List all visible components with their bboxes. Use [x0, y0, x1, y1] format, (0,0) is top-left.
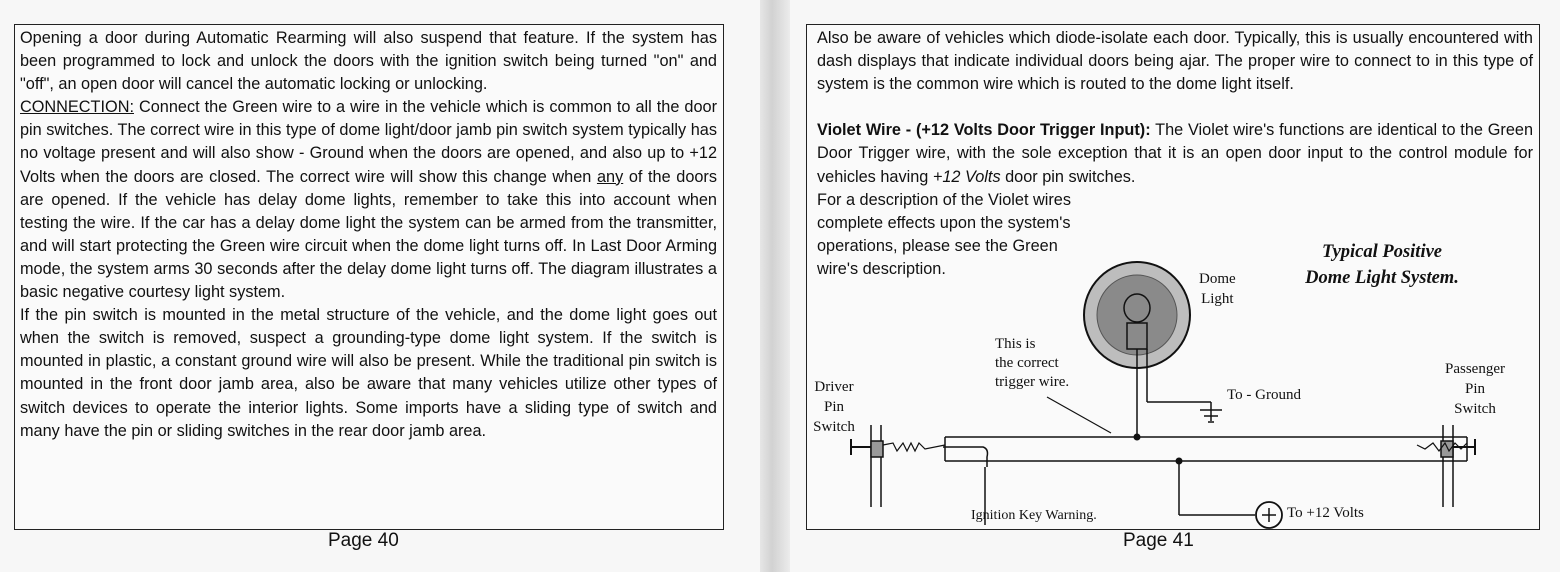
passenger-label-line3: Switch: [1454, 401, 1496, 417]
driver-label-line1: Driver: [814, 379, 854, 395]
passenger-switch-label: [1425, 359, 1525, 419]
passenger-switch-body: [1441, 441, 1453, 457]
connection-label: CONNECTION:: [20, 98, 134, 117]
connection-text-b: of the doors are opened. If the vehicle has delay dome lights, remember to take this into account when testing the wire. If the car has a delay dome light the system can be armed from the transmitter, and will start protecting the Green wire circuit when the dome light turns off. In Last Door Arming mode, the system arms 30 seconds after the delay dome light turns off. The diagram illustrates a basic negative courtesy light system.: [20, 167, 717, 302]
dome-light-label: [1199, 269, 1236, 309]
book-spine: [760, 0, 790, 572]
correct-label-line2: the correct: [995, 355, 1059, 371]
bulb-icon: [1124, 294, 1150, 322]
paragraph-automatic-rearming: Opening a door during Automatic Rearming will also suspend that feature. If the system has been programmed to lock and unlock the doors with the ignition switch being turned "on" and "off", an open door will cancel the automatic locking or unlocking.: [20, 29, 717, 94]
diagram-title-line1: Typical Positive: [1321, 242, 1443, 262]
dome-light-inner: [1097, 275, 1177, 355]
left-page: [0, 0, 760, 572]
right-page: [790, 0, 1560, 572]
dome-label-line1: Dome: [1199, 271, 1236, 287]
page-number-right: Page 41: [1123, 530, 1194, 551]
paragraph-connection: [20, 96, 717, 304]
page-number-left: Page 40: [328, 530, 399, 551]
paragraph-spacer: [817, 96, 1533, 119]
driver-label-line2: Pin: [823, 399, 844, 415]
driver-switch-label: [807, 377, 861, 437]
driver-switch-body: [871, 441, 883, 457]
violet-text-b: door pin switches.: [1000, 167, 1136, 186]
connection-text-a: Connect the Green wire to a wire in the vehicle which is common to all the door pin switches. The correct wire in this type of dome light/door jamb pin switch system typically has no voltage present and will also show - Ground when the doors are opened, and also up to +12 Volts when the doors are closed. The correct wire will show this change when: [20, 98, 717, 186]
passenger-label-line2: Pin: [1464, 381, 1485, 397]
correct-label-line3: trigger wire.: [995, 374, 1070, 390]
bulb-socket: [1127, 323, 1147, 349]
violet-heading: Violet Wire - (+12 Volts Door Trigger Input):: [817, 121, 1151, 140]
violet-description-note: For a description of the Violet wires complete effects upon the system's operations, please see the Green wire's description.: [817, 190, 1071, 278]
correct-label-line1: This is: [995, 336, 1036, 352]
dome-label-line2: Light: [1201, 291, 1234, 307]
paragraph-pin-switch: If the pin switch is mounted in the metal structure of the vehicle, and the dome light goes out when the switch is removed, suspect a grounding-type dome light system. If the switch is mounted in plastic, a constant ground wire will also be present. While the traditional pin switch is mounted in the front door jamb area, also be aware that many vehicles utilize other types of switch devices to operate the interior lights. Some imports have a sliding type of switch and many have the pin or sliding switches in the rear door jamb area.: [20, 306, 717, 440]
passenger-label-line1: Passenger: [1445, 361, 1505, 377]
dome-light-outer: [1084, 262, 1190, 368]
violet-volts: +12 Volts: [932, 167, 1001, 186]
ignition-key-warning-label: Ignition Key Warning.: [971, 508, 1097, 523]
connection-any: any: [596, 167, 624, 186]
battery-icon: [1256, 502, 1282, 528]
ground-label: To - Ground: [1227, 387, 1301, 403]
driver-label-line3: Switch: [813, 419, 855, 435]
violet-text-a: The Violet wire's functions are identical to the Green Door Trigger wire, with the sole exception that it is an open door input to the control module for vehicles having: [817, 121, 1533, 186]
correct-trigger-label: [995, 335, 1069, 392]
right-text-box: [806, 24, 1540, 530]
paragraph-diode-isolate: Also be aware of vehicles which diode-isolate each door. Typically, this is usually encountered with dash displays that indicate individual doors being ajar. The proper wire to connect to in this type of system is the common wire which is routed to the dome light itself.: [817, 29, 1533, 94]
diagram-title-line2: Dome Light System.: [1305, 268, 1459, 288]
left-text-box: [14, 24, 724, 530]
to-12-volts-label: To +12 Volts: [1287, 505, 1364, 521]
paragraph-violet-wire: [817, 119, 1533, 188]
diagram-title: [1277, 239, 1487, 291]
